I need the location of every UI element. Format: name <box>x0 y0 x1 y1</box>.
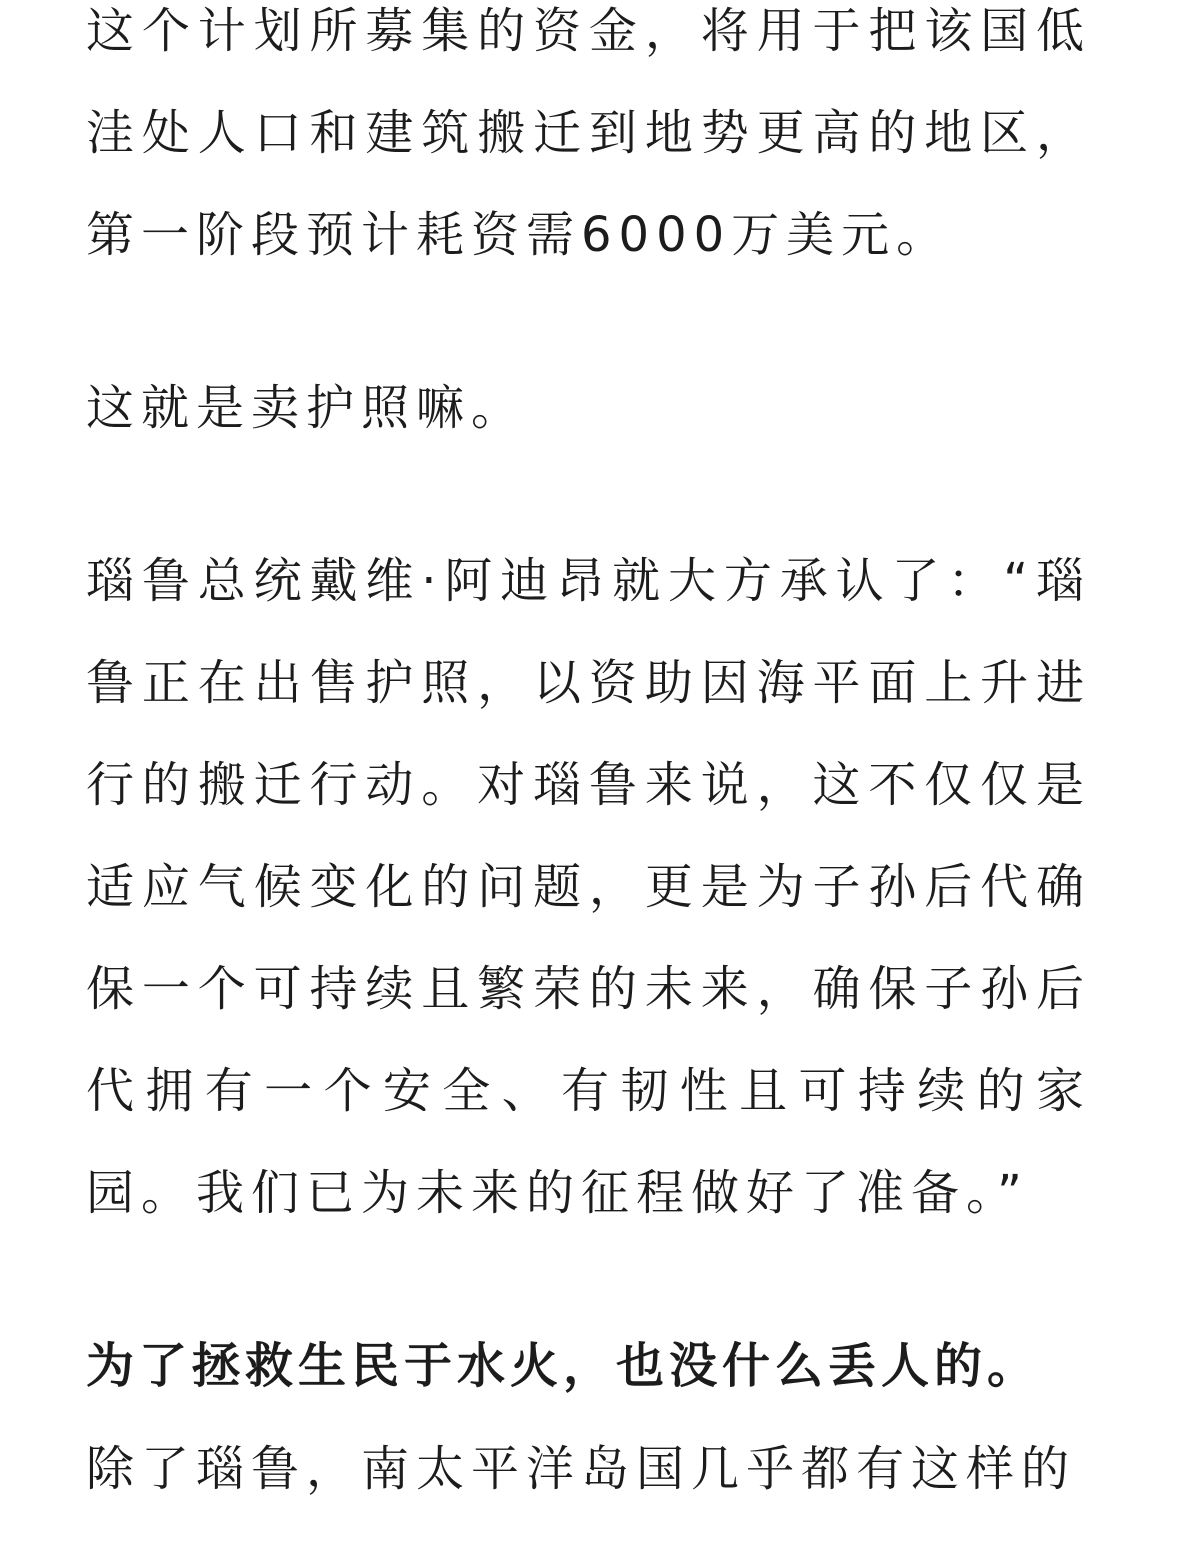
paragraph-bold-statement: 为了拯救生民于水火，也没什么丢人的。 <box>86 1338 1041 1394</box>
paragraph-selling-passports: 这就是卖护照嘛。 <box>86 380 527 436</box>
paragraph-other-island-nations: 除了瑙鲁，南太平洋岛国几乎都有这样的 <box>86 1441 1077 1497</box>
paragraph-president-quote: 瑙鲁总统戴维·阿迪昂就大方承认了：“瑙鲁正在出售护照，以资助因海平面上升进行的搬迁行动。对瑙鲁来说，这不仅仅是适应气候变化的问题，更是为子孙后代确保一个可持续且繁荣的未来，确保子孙后代拥有一个安全、有韧性且可持续的家园。我们已为未来的征程做好了准备。” <box>86 553 1091 1221</box>
paragraph-fund-usage: 这个计划所募集的资金，将用于把该国低洼处人口和建筑搬迁到地势更高的地区，第一阶段预计耗资需6000万美元。 <box>86 3 1091 263</box>
